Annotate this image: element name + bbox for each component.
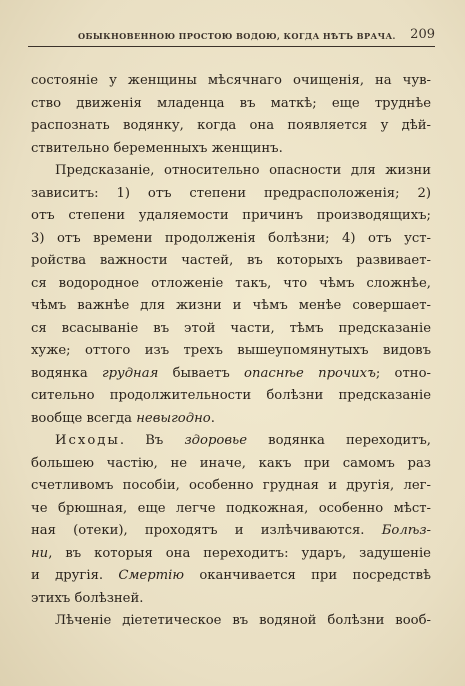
page-number: 209	[410, 27, 435, 42]
running-head	[28, 26, 435, 47]
italic-term: Смертію	[118, 568, 185, 583]
text-line: Предсказаніе, относительно опасности для жизни	[55, 163, 431, 178]
text-line: сительно продолжительности болѣзни предсказаніе	[31, 388, 431, 403]
text-line: ство движенія младенца въ маткѣ; еще труднѣе	[31, 95, 431, 111]
italic-term: ни	[31, 545, 49, 561]
text-line: хуже; оттого изъ трехъ вышеупомянутыхъ видовъ	[31, 343, 431, 358]
text-line: отъ степени удаляемости причинъ производящихъ;	[31, 208, 431, 223]
text-line: вообще всегда невыгодно.	[31, 410, 215, 426]
section-term: Исходы	[55, 433, 120, 448]
text-line: ройства важности частей, въ которыхъ развивает-	[31, 253, 431, 268]
paragraph-treatment	[31, 610, 431, 633]
text-line: чѣмъ важнѣе для жизни и чѣмъ менѣе совершает-	[31, 298, 431, 313]
text-line: че брюшная, еще легче подкожная, особенно мѣст-	[31, 500, 431, 516]
paragraph	[31, 70, 431, 160]
text-line: и другія. Смертію оканчивается при посредствѣ	[31, 568, 431, 583]
text-line: счетливомъ пособіи, особенно грудная и другія, лег-	[31, 478, 431, 493]
italic-term: здоровье	[184, 433, 247, 448]
italic-term: Болѣз-	[381, 523, 431, 538]
text-line: зависитъ: 1) отъ степени предрасположенія; 2)	[31, 185, 431, 201]
text-line: большею частію, не иначе, какъ при самомъ раз	[31, 455, 431, 471]
text-line: ная (отеки), проходятъ и излѣчиваются. Болѣз-	[31, 523, 431, 538]
body-text	[31, 70, 431, 633]
text-line: этихъ болѣзней.	[31, 590, 144, 606]
paragraph-outcomes	[31, 430, 431, 610]
italic-term: опаснѣе прочихъ	[244, 365, 376, 381]
text-line: 3) отъ времени продолженія болѣзни; 4) отъ уст-	[31, 230, 431, 246]
paragraph-prognosis	[31, 160, 431, 430]
text-line: ни, въ которыя она переходитъ: ударъ, задушеніе	[31, 545, 431, 561]
running-title: ОБЫКНОВЕННОЮ ПРОСТОЮ ВОДОЮ, КОГДА НѢТЪ ВРАЧА.	[78, 31, 396, 41]
text-line: Лѣченіе діететическое въ водяной болѣзни вооб-	[55, 613, 431, 628]
text-line: ствительно беременныхъ женщинъ.	[31, 140, 283, 156]
text-line: состояніе у женщины мѣсячнаго очищенія, на чув-	[31, 73, 431, 88]
text-line: ся водородное отложеніе такъ, что чѣмъ сложнѣе,	[31, 275, 431, 291]
text-line: ся всасываніе въ этой части, тѣмъ предсказаніе	[31, 320, 431, 336]
italic-term: невыгодно	[136, 410, 211, 426]
text-line: распознать водянку, когда она появляется у дѣй-	[31, 118, 431, 133]
text-line: водянка грудная бываетъ опаснѣе прочихъ; отно-	[31, 365, 431, 381]
text-line: Исходы. Въ здоровье водянка переходитъ,	[55, 433, 431, 448]
italic-term: грудная	[101, 365, 159, 381]
